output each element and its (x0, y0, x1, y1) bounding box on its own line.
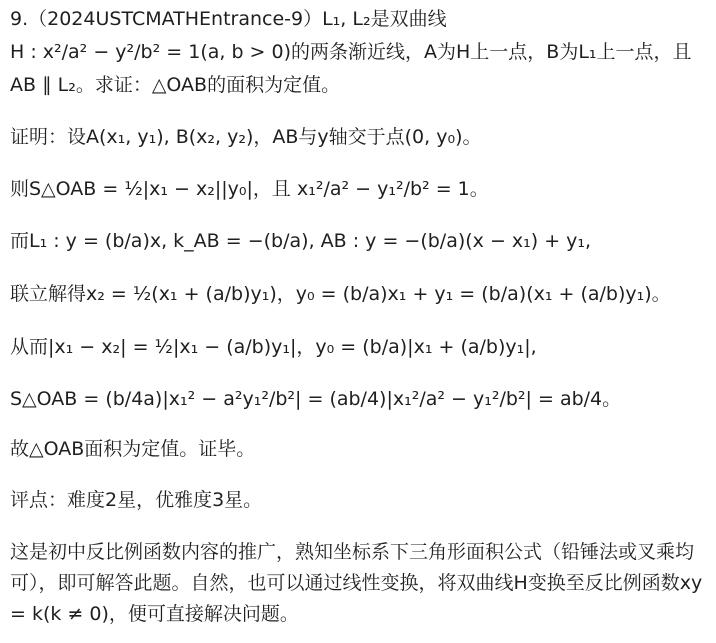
proof-line-2: 则S△OAB = ½|x₁ − x₂||y₀|，且 x₁²/a² − y₁²/b² = 1。 (10, 178, 489, 200)
proof-line-4: 联立解得x₂ = ½(x₁ + (a/b)y₁)，y₀ = (b/a)x₁ + y₁ = (b/a)(x₁ + (a/b)y₁)。 (10, 283, 671, 305)
proof-line-1: 证明：设A(x₁, y₁), B(x₂, y₂)，AB与y轴交于点(0, y₀)。 (10, 126, 482, 148)
proof-line-3: 而L₁ : y = (b/a)x, k_AB = −(b/a), AB : y = −(b/a)(x − x₁) + y₁, (10, 230, 592, 252)
problem-line-2: H : x²/a² − y²/b² = 1(a, b > 0)的两条渐近线，A为H上一点，B为L₁上一点，且 (10, 41, 692, 63)
comment-text: 这是初中反比例函数内容的推广，熟知坐标系下三角形面积公式（铅锤法或叉乘均可），即可解答此题。自然，也可以通过线性变换，将双曲线H变换至反比例函数xy = k(k ≠ 0)，便可直接解决问题。 (10, 541, 703, 625)
proof-line-5: 从而|x₁ − x₂| = ½|x₁ − (a/b)y₁|，y₀ = (b/a)|x₁ + (a/b)y₁|, (10, 336, 537, 358)
proof-line-7: 故△OAB面积为定值。证毕。 (10, 438, 256, 460)
comment-rating: 评点：难度2星，优雅度3星。 (10, 489, 263, 511)
problem-line-1: 9.（2024USTCMATHEntrance-9）L₁, L₂是双曲线 (10, 8, 447, 30)
proof-line-6: S△OAB = (b/4a)|x₁² − a²y₁²/b²| = (ab/4)|x₁²/a² − y₁²/b²| = ab/4。 (10, 388, 622, 410)
problem-line-3: AB ∥ L₂。求证：△OAB的面积为定值。 (10, 74, 341, 96)
